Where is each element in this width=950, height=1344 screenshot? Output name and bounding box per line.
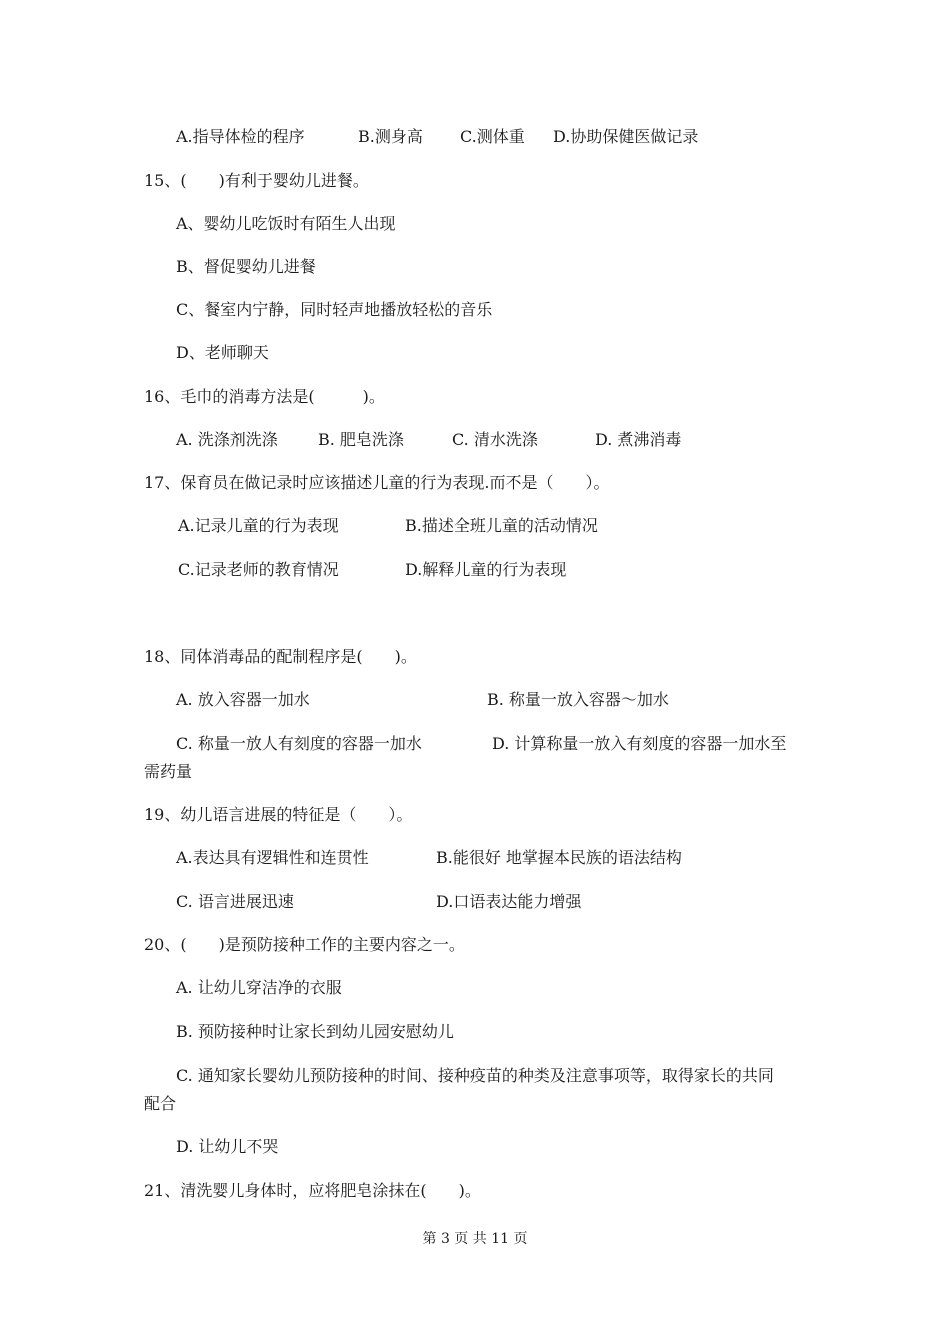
q18-option-c: C. 称量一放人有刻度的容器一加水 [176, 734, 422, 753]
q14-option-c: C.测体重 [460, 127, 525, 146]
q20-option-d: D. 让幼儿不哭 [176, 1137, 279, 1156]
q20-option-c-continued: 配合 [144, 1094, 177, 1113]
q19-option-c: C. 语言进展迅速 [176, 892, 294, 911]
q17-option-a: A.记录儿童的行为表现 [178, 516, 339, 535]
q20-option-a: A. 让幼儿穿洁净的衣服 [176, 978, 342, 997]
q16-option-b: B. 肥皂洗涤 [318, 430, 404, 449]
q14-option-b: B.测身高 [358, 127, 423, 146]
q16-option-d: D. 煮沸消毒 [595, 430, 682, 449]
q18-option-b: B. 称量一放入容器～加水 [487, 690, 669, 709]
question-19-stem: 19、幼儿语言进展的特征是（ ）。 [144, 805, 413, 824]
q17-option-d: D.解释儿童的行为表现 [405, 560, 567, 579]
question-17-stem: 17、保育员在做记录时应该描述儿童的行为表现.而不是（ ）。 [144, 473, 610, 492]
q17-option-c: C.记录老师的教育情况 [178, 560, 339, 579]
q19-option-b: B.能很好 地掌握本民族的语法结构 [436, 848, 682, 867]
q18-option-d-continued: 需药量 [144, 762, 193, 781]
q17-option-b: B.描述全班儿童的活动情况 [405, 516, 598, 535]
q18-option-a: A. 放入容器一加水 [176, 690, 310, 709]
q20-option-c: C. 通知家长婴幼儿预防接种的时间、接种疫苗的种类及注意事项等，取得家长的共同 [176, 1066, 774, 1085]
q15-option-d: D、老师聊天 [176, 343, 269, 362]
q20-option-b: B. 预防接种时让家长到幼儿园安慰幼儿 [176, 1022, 454, 1041]
q16-option-c: C. 清水洗涤 [452, 430, 538, 449]
q19-option-d: D.口语表达能力增强 [436, 892, 582, 911]
q15-option-a: A、婴幼儿吃饭时有陌生人出现 [176, 214, 396, 233]
q14-option-d: D.协助保健医做记录 [553, 127, 699, 146]
q19-option-a: A.表达具有逻辑性和连贯性 [176, 848, 369, 867]
question-15-stem: 15、( )有利于婴幼儿进餐。 [144, 171, 369, 190]
q14-option-a: A.指导体检的程序 [176, 127, 305, 146]
question-16-stem: 16、毛巾的消毒方法是( )。 [144, 387, 385, 406]
question-20-stem: 20、( )是预防接种工作的主要内容之一。 [144, 935, 465, 954]
q18-option-d: D. 计算称量一放入有刻度的容器一加水至 [492, 734, 787, 753]
q16-option-a: A. 洗涤剂洗涤 [176, 430, 278, 449]
question-21-stem: 21、清洗婴儿身体时，应将肥皂涂抹在( )。 [144, 1181, 481, 1200]
q15-option-c: C、餐室内宁静，同时轻声地播放轻松的音乐 [176, 300, 493, 319]
page-number-footer: 第 3 页 共 11 页 [422, 1231, 528, 1247]
q15-option-b: B、督促婴幼儿进餐 [176, 257, 316, 276]
question-18-stem: 18、同体消毒品的配制程序是( )。 [144, 647, 417, 666]
